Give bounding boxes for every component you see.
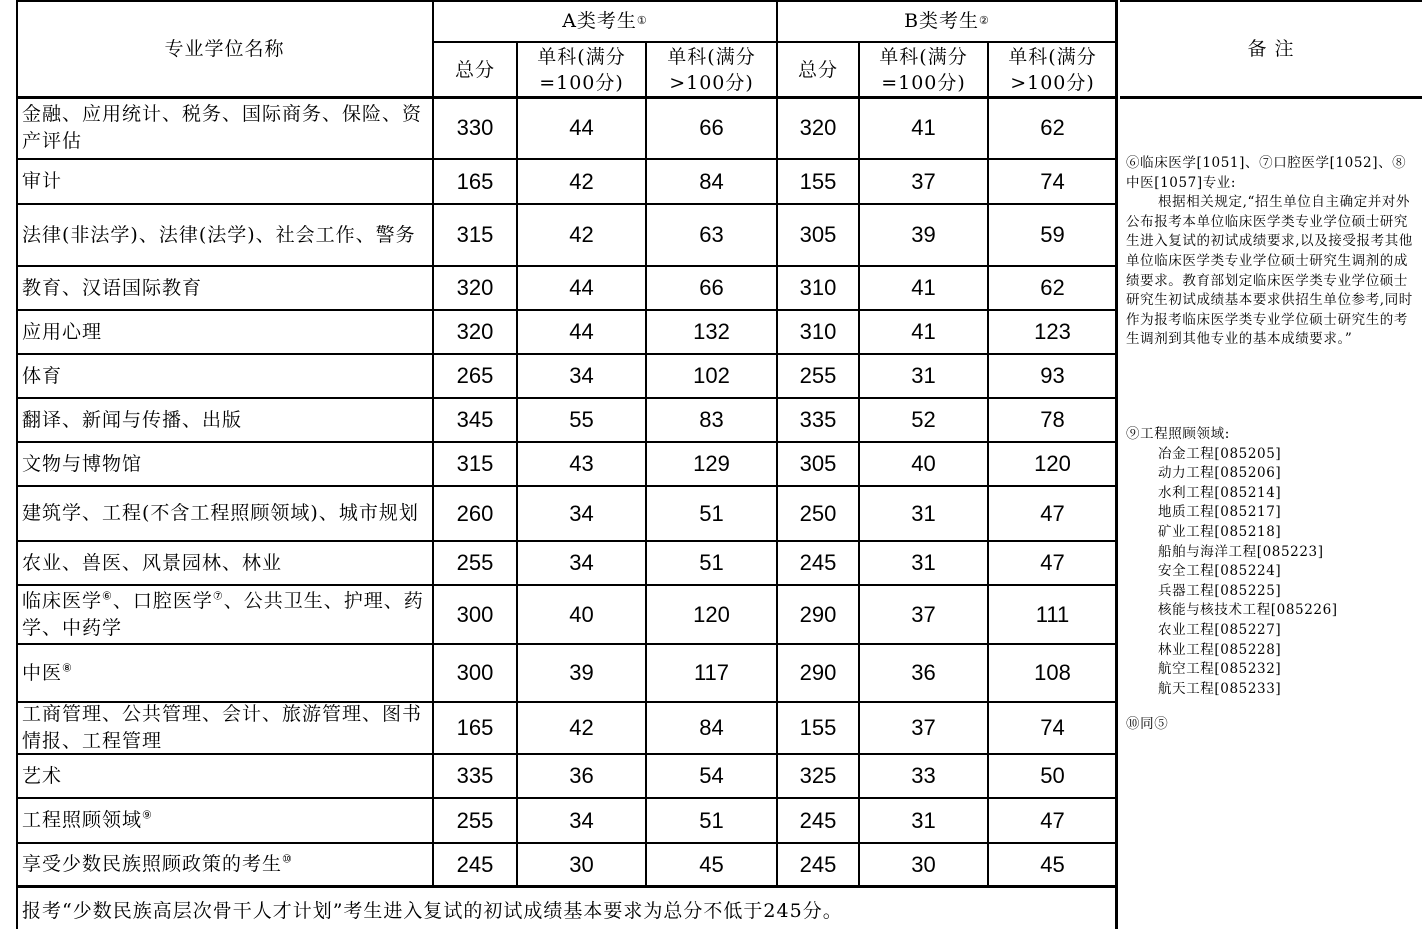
score-value: 325	[799, 763, 837, 788]
engineering-field-item: 矿业工程[085218]	[1158, 523, 1282, 540]
program-name-text: 、口腔医学	[112, 589, 213, 612]
score-value: 320	[799, 115, 837, 140]
score-value: 305	[799, 222, 837, 247]
score-a-cell	[517, 486, 646, 541]
score-table	[16, 0, 1117, 929]
score-b-cell	[859, 644, 988, 702]
score-value: 43	[569, 451, 594, 476]
program-name-cell	[16, 798, 433, 843]
score-value: 31	[911, 500, 936, 526]
score-b-cell	[777, 843, 859, 886]
score-b-cell	[988, 702, 1117, 754]
header-total-text: 总分	[454, 58, 495, 81]
score-b-cell	[988, 442, 1117, 486]
program-name-cell	[16, 442, 433, 486]
score-a-cell	[433, 486, 517, 541]
score-value: 51	[699, 807, 724, 833]
header-single-gt100-a	[646, 42, 777, 97]
program-name-cell	[16, 97, 433, 159]
score-b-cell	[859, 398, 988, 442]
score-a-cell	[433, 798, 517, 843]
score-a-cell	[646, 398, 777, 442]
program-name-text: 农业、兽医、风景园林、林业	[22, 551, 283, 574]
score-b-cell	[859, 204, 988, 266]
score-a-cell	[646, 798, 777, 843]
score-value: 310	[799, 275, 837, 300]
score-b-cell	[859, 97, 988, 159]
engineering-field-item: 核能与核技术工程[085226]	[1158, 602, 1338, 619]
header-total-text: 总分	[797, 58, 838, 81]
header-single-gt100-line1: 单科(满分	[1008, 45, 1097, 68]
score-b-cell	[777, 310, 859, 354]
score-value: 345	[456, 407, 494, 432]
program-name-text: 文物与博物馆	[22, 452, 143, 475]
score-value: 30	[569, 851, 594, 877]
program-name-cell	[16, 644, 433, 702]
score-value: 55	[569, 407, 594, 432]
program-name-text: 中医	[22, 661, 63, 684]
score-value: 66	[699, 275, 724, 300]
header-group-a: A类考生 ①	[562, 10, 648, 32]
score-value: 36	[569, 763, 594, 788]
program-name-cell	[16, 754, 433, 798]
score-b-cell	[777, 97, 859, 159]
score-value: 40	[569, 601, 594, 627]
header-single-100-line1: 单科(满分	[879, 45, 968, 68]
score-b-cell	[988, 266, 1117, 310]
header-single-gt100-line2: >100分)	[669, 71, 754, 94]
score-value: 255	[456, 550, 494, 575]
score-b-cell	[988, 398, 1117, 442]
score-a-cell	[433, 585, 517, 644]
score-a-cell	[517, 204, 646, 266]
score-value: 47	[1040, 550, 1065, 575]
score-value: 108	[1034, 660, 1071, 685]
score-value: 63	[699, 222, 724, 247]
score-b-cell	[859, 541, 988, 585]
footnote-mark: ⑩	[282, 852, 293, 866]
score-value: 41	[911, 115, 936, 140]
score-a-cell	[646, 843, 777, 886]
score-a-cell	[646, 310, 777, 354]
engineering-field-item: 动力工程[085206]	[1158, 465, 1282, 482]
score-b-cell	[988, 585, 1117, 644]
score-value: 47	[1040, 500, 1065, 526]
score-b-cell	[777, 204, 859, 266]
program-name-cell	[16, 266, 433, 310]
score-a-cell	[646, 204, 777, 266]
score-b-cell	[988, 644, 1117, 702]
engineering-field-item: 船舶与海洋工程[085223]	[1158, 543, 1324, 560]
score-value: 120	[1034, 451, 1071, 476]
score-a-cell	[646, 97, 777, 159]
score-value: 54	[699, 763, 724, 788]
score-value: 132	[693, 319, 730, 344]
score-a-cell	[433, 702, 517, 754]
score-value: 44	[569, 275, 594, 300]
score-value: 34	[569, 807, 594, 833]
score-a-cell	[517, 310, 646, 354]
score-value: 41	[911, 275, 936, 300]
score-b-cell	[988, 310, 1117, 354]
program-name-cell	[16, 354, 433, 398]
score-b-cell	[777, 702, 859, 754]
score-value: 165	[456, 715, 494, 740]
score-b-cell	[859, 798, 988, 843]
score-b-cell	[777, 754, 859, 798]
score-a-cell	[517, 798, 646, 843]
score-b-cell	[777, 486, 859, 541]
score-a-cell	[517, 354, 646, 398]
score-a-cell	[433, 310, 517, 354]
score-b-cell	[859, 843, 988, 886]
score-b-cell	[988, 798, 1117, 843]
score-value: 255	[799, 363, 837, 388]
score-b-cell	[988, 159, 1117, 204]
score-b-cell	[988, 204, 1117, 266]
score-b-cell	[859, 354, 988, 398]
score-b-cell	[988, 486, 1117, 541]
score-a-cell	[646, 159, 777, 204]
score-value: 62	[1040, 115, 1065, 140]
remark-medical	[1126, 154, 1418, 350]
score-value: 300	[456, 660, 494, 685]
score-value: 40	[911, 451, 936, 476]
header-group-b-text: B类考生	[904, 10, 980, 32]
score-a-cell	[517, 97, 646, 159]
program-name-text: 、公共卫生、护理、药学、中药学	[22, 589, 424, 639]
score-value: 260	[456, 500, 494, 526]
score-a-cell	[517, 159, 646, 204]
score-a-cell	[646, 585, 777, 644]
header-single-100-line2: =100分)	[539, 71, 624, 94]
score-a-cell	[646, 754, 777, 798]
score-a-cell	[517, 702, 646, 754]
score-a-cell	[646, 442, 777, 486]
score-value: 74	[1040, 715, 1065, 740]
program-name-cell	[16, 486, 433, 541]
score-a-cell	[433, 644, 517, 702]
header-single-100-a	[517, 42, 646, 97]
score-value: 83	[699, 407, 724, 432]
score-b-cell	[859, 754, 988, 798]
score-value: 36	[911, 660, 936, 685]
score-value: 31	[911, 807, 936, 833]
score-value: 37	[911, 715, 936, 740]
program-name-cell	[16, 541, 433, 585]
program-name-cell	[16, 310, 433, 354]
footer-note: 报考“少数民族高层次骨干人才计划”考生进入复试的初试成绩基本要求为总分不低于245分。	[22, 900, 843, 922]
score-value: 44	[569, 319, 594, 344]
score-a-cell	[433, 754, 517, 798]
score-value: 335	[456, 763, 494, 788]
score-a-cell	[433, 97, 517, 159]
score-value: 42	[569, 715, 594, 740]
score-a-cell	[517, 266, 646, 310]
program-name-text: 享受少数民族照顾政策的考生	[22, 853, 283, 875]
header-single-100-line1: 单科(满分	[537, 45, 626, 68]
engineering-field-item: 农业工程[085227]	[1158, 621, 1282, 638]
program-name-text: 翻译、新闻与传播、出版	[22, 408, 243, 431]
score-a-cell	[433, 398, 517, 442]
score-value: 245	[456, 851, 494, 877]
score-value: 37	[911, 601, 936, 627]
score-b-cell	[859, 266, 988, 310]
score-value: 265	[456, 363, 494, 388]
score-value: 51	[699, 500, 724, 526]
score-b-cell	[777, 798, 859, 843]
score-value: 250	[799, 500, 837, 526]
score-a-cell	[646, 266, 777, 310]
score-a-cell	[646, 486, 777, 541]
score-a-cell	[646, 541, 777, 585]
score-value: 50	[1040, 763, 1065, 788]
score-value: 123	[1034, 319, 1071, 344]
score-value: 39	[569, 660, 594, 685]
score-value: 84	[699, 168, 724, 194]
score-value: 129	[693, 451, 730, 476]
program-name-cell	[16, 585, 433, 644]
score-value: 42	[569, 168, 594, 194]
score-table-frame	[16, 0, 1422, 929]
score-a-cell	[433, 541, 517, 585]
program-name-text: 体育	[22, 364, 63, 387]
score-value: 315	[456, 451, 494, 476]
score-a-cell	[646, 644, 777, 702]
score-value: 34	[569, 500, 594, 526]
score-value: 320	[456, 275, 494, 300]
score-b-cell	[859, 442, 988, 486]
remark-engineering-heading: ⑨工程照顾领域:	[1126, 426, 1230, 442]
score-b-cell	[777, 541, 859, 585]
program-name-text: 法律(非法学)、法律(法学)、社会工作、警务	[22, 223, 416, 246]
program-name-text: 建筑学、工程(不含工程照顾领域)、城市规划	[22, 502, 419, 524]
engineering-field-item: 兵器工程[085225]	[1158, 582, 1282, 599]
score-a-cell	[646, 354, 777, 398]
score-b-cell	[777, 159, 859, 204]
program-name-cell	[16, 204, 433, 266]
score-a-cell	[517, 843, 646, 886]
remarks-column	[1120, 0, 1422, 929]
program-name-text: 审计	[22, 170, 63, 192]
score-value: 30	[911, 851, 936, 877]
score-value: 51	[699, 550, 724, 575]
score-a-cell	[646, 702, 777, 754]
score-b-cell	[988, 754, 1117, 798]
header-single-gt100-line1: 单科(满分	[667, 45, 756, 68]
engineering-field-item: 林业工程[085228]	[1158, 641, 1282, 658]
score-b-cell	[988, 541, 1117, 585]
score-value: 102	[693, 363, 730, 388]
score-b-cell	[859, 486, 988, 541]
score-b-cell	[859, 159, 988, 204]
score-b-cell	[859, 310, 988, 354]
score-value: 335	[799, 407, 837, 432]
engineering-field-item: 地质工程[085217]	[1158, 504, 1282, 521]
footnote-mark: ⑨	[142, 808, 153, 822]
score-value: 44	[569, 115, 594, 140]
score-a-cell	[517, 398, 646, 442]
score-value: 34	[569, 550, 594, 575]
header-total-a	[433, 42, 517, 97]
score-value: 47	[1040, 807, 1065, 833]
score-value: 45	[1040, 851, 1065, 877]
score-value: 300	[456, 601, 494, 627]
score-a-cell	[517, 541, 646, 585]
remark-medical-body: 根据相关规定,“招生单位自主确定并对外公布报考本单位临床医学类专业学位硕士研究生进入复试的初试成绩要求,以及接受报考其他单位临床医学类专业学位硕士研究生调剂的成绩要求。教育部划定临床医学类专业学位硕士研究生初试成绩基本要求供招生单位参考,同时作为报考临床医学类专业学位硕士研究生的考生调剂到其他专业的基本成绩要求。”	[1126, 194, 1413, 348]
score-value: 245	[799, 807, 837, 833]
header-group-b: B类考生 ②	[904, 10, 990, 32]
footnote-mark: ⑦	[212, 589, 224, 603]
header-single-gt100-line2: >100分)	[1010, 71, 1095, 94]
score-a-cell	[517, 442, 646, 486]
engineering-field-item: 航天工程[085233]	[1158, 680, 1282, 697]
score-b-cell	[777, 442, 859, 486]
score-value: 155	[799, 168, 837, 194]
engineering-field-item: 冶金工程[085205]	[1158, 445, 1282, 462]
score-value: 290	[799, 601, 837, 627]
score-a-cell	[517, 644, 646, 702]
score-value: 34	[569, 363, 594, 388]
remark-engineering	[1126, 425, 1418, 699]
score-b-cell	[859, 585, 988, 644]
program-name-text: 金融、应用统计、税务、国际商务、保险、资产评估	[22, 103, 423, 152]
score-value: 320	[456, 319, 494, 344]
score-value: 155	[799, 715, 837, 740]
score-value: 33	[911, 763, 936, 788]
program-name-text: 工程照顾领域	[22, 809, 143, 831]
program-name-text: 教育、汉语国际教育	[22, 276, 203, 299]
footnote-mark: ⑥	[102, 589, 113, 603]
header-program-name-text: 专业学位名称	[164, 37, 285, 60]
header-single-100-line2: =100分)	[881, 71, 966, 94]
score-value: 37	[911, 168, 936, 194]
program-name-cell	[16, 398, 433, 442]
score-a-cell	[433, 266, 517, 310]
program-name-cell	[16, 702, 433, 754]
remarks-header	[1120, 0, 1422, 97]
score-b-cell	[988, 354, 1117, 398]
engineering-field-item: 航空工程[085232]	[1158, 661, 1282, 678]
program-name-text: 临床医学	[22, 589, 103, 612]
score-value: 305	[799, 451, 837, 476]
score-value: 330	[456, 115, 494, 140]
score-value: 255	[456, 807, 494, 833]
score-value: 290	[799, 660, 837, 685]
score-b-cell	[777, 398, 859, 442]
score-a-cell	[433, 843, 517, 886]
score-value: 66	[699, 115, 724, 140]
score-value: 31	[911, 363, 936, 388]
score-a-cell	[517, 585, 646, 644]
score-value: 78	[1040, 407, 1065, 432]
score-b-cell	[777, 585, 859, 644]
header-group-a-text: A类考生	[562, 10, 637, 32]
remark-medical-heading: ⑥临床医学[1051]、⑦口腔医学[1052]、⑧中医[1057]专业:	[1126, 155, 1407, 191]
header-total-b	[777, 42, 859, 97]
score-value: 39	[911, 222, 936, 247]
score-value: 315	[456, 222, 494, 247]
header-single-100-b	[859, 42, 988, 97]
score-value: 120	[693, 601, 730, 627]
score-value: 93	[1040, 363, 1065, 388]
score-value: 117	[693, 660, 730, 685]
score-a-cell	[517, 754, 646, 798]
program-name-text: 应用心理	[22, 320, 103, 343]
program-name-cell	[16, 843, 433, 886]
score-value: 45	[699, 851, 724, 877]
score-value: 245	[799, 550, 837, 575]
score-value: 310	[799, 319, 837, 344]
remarks-header-text: 备 注	[1247, 37, 1295, 60]
score-value: 31	[911, 550, 936, 575]
program-name-cell	[16, 159, 433, 204]
score-a-cell	[433, 354, 517, 398]
score-b-cell	[777, 266, 859, 310]
score-value: 111	[1035, 601, 1070, 627]
score-b-cell	[859, 702, 988, 754]
score-value: 59	[1040, 222, 1065, 247]
score-b-cell	[988, 97, 1117, 159]
program-name-text: 艺术	[22, 764, 63, 787]
score-a-cell	[433, 159, 517, 204]
score-value: 245	[799, 851, 837, 877]
score-value: 62	[1040, 275, 1065, 300]
score-value: 165	[456, 168, 494, 194]
program-name-text: 工商管理、公共管理、会计、旅游管理、图书情报、工程管理	[22, 703, 423, 752]
header-program-name	[16, 0, 433, 97]
remark-note10-text: ⑩同⑤	[1126, 716, 1169, 732]
score-b-cell	[777, 354, 859, 398]
header-single-gt100-b	[988, 42, 1117, 97]
score-value: 84	[699, 715, 724, 740]
score-value: 52	[911, 407, 936, 432]
score-value: 41	[911, 319, 936, 344]
score-b-cell	[988, 843, 1117, 886]
score-a-cell	[433, 204, 517, 266]
remark-note10	[1126, 715, 1418, 735]
score-value: 74	[1040, 168, 1065, 194]
score-value: 42	[569, 222, 594, 247]
footnote-mark: ⑧	[62, 661, 73, 675]
score-a-cell	[433, 442, 517, 486]
engineering-field-item: 安全工程[085224]	[1158, 563, 1282, 580]
score-b-cell	[777, 644, 859, 702]
engineering-field-item: 水利工程[085214]	[1158, 484, 1282, 501]
